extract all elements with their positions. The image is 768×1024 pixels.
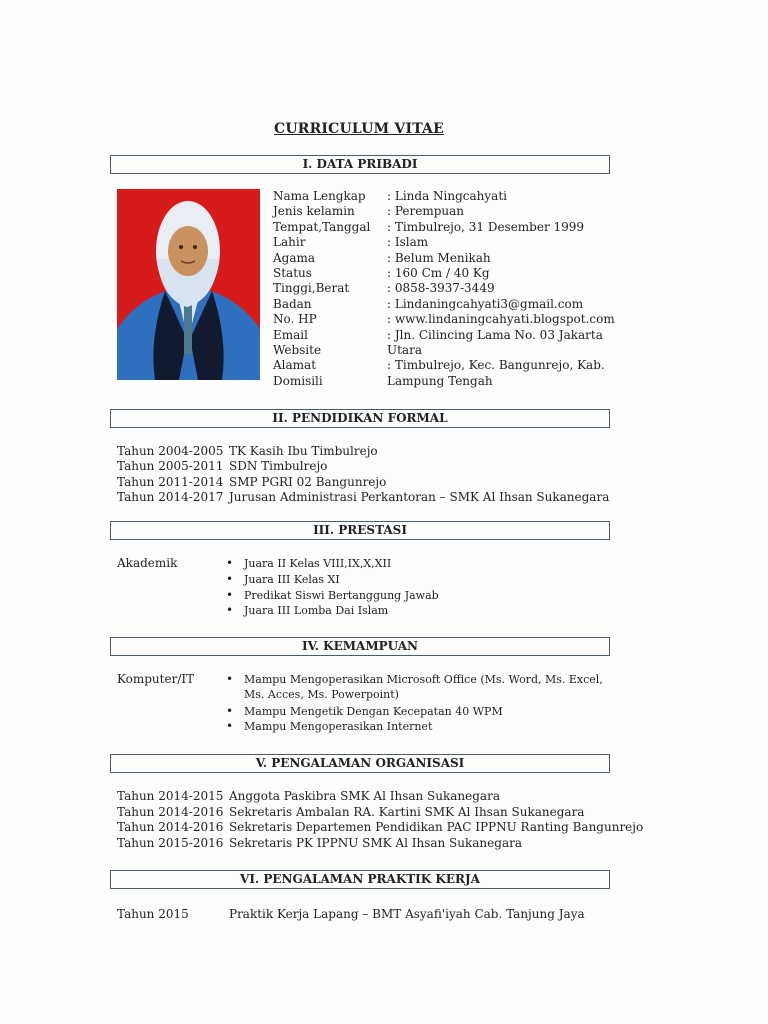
organisasi-desc: Sekretaris Ambalan RA. Kartini SMK Al Ihsan Sukanegara [229,804,585,819]
organisasi-year: Tahun 2014-2015 [117,789,224,803]
kemampuan-item-continuation: Ms. Acces, Ms. Powerpoint) [244,688,399,701]
personal-label: Tempat,Tanggal [273,219,371,234]
personal-label: Agama [273,250,316,265]
section-header-pendidikan: II. PENDIDIKAN FORMAL [110,409,610,428]
personal-value: : 160 Cm / 40 Kg [387,266,490,280]
personal-label: Badan [273,296,312,311]
section-header-prestasi: III. PRESTASI [110,521,610,540]
pendidikan-year: Tahun 2011-2014 [117,474,224,489]
organisasi-year: Tahun 2015-2016 [117,835,224,850]
personal-value: : 0858-3937-3449 [387,281,495,296]
prestasi-item: • Predikat Siswi Bertanggung Jawab [244,589,439,602]
personal-value: : www.lindaningcahyati.blogspot.com [387,312,615,327]
personal-value: : Islam [387,235,429,250]
personal-label: Lahir [273,235,306,250]
prestasi-item: • Juara II Kelas VIII,IX,X,XII [244,557,391,570]
personal-label: Website [273,343,322,357]
pendidikan-year: Tahun 2004-2005 [117,444,224,458]
pendidikan-desc: TK Kasih Ibu Timbulrejo [229,444,378,458]
pendidikan-year: Tahun 2014-2017 [117,489,224,504]
organisasi-desc: Sekretaris Departemen Pendidikan PAC IPPNU Ranting Bangunrejo [229,820,644,834]
personal-value: : Timbulrejo, Kec. Bangunrejo, Kab. [387,358,605,373]
personal-value: : Linda Ningcahyati [387,189,507,203]
prestasi-label: Akademik [117,556,178,570]
praktik-year: Tahun 2015 [117,907,189,921]
pendidikan-desc: SDN Timbulrejo [229,459,328,474]
pendidikan-desc: SMP PGRI 02 Bangunrejo [229,474,387,489]
organisasi-desc: Anggota Paskibra SMK Al Ihsan Sukanegara [229,789,500,803]
section-header-data-pribadi: I. DATA PRIBADI [110,155,610,174]
personal-value: : Perempuan [387,204,465,219]
personal-value: : Jln. Cilincing Lama No. 03 Jakarta [387,327,603,342]
section-header-kemampuan: IV. KEMAMPUAN [110,637,610,656]
personal-label: Status [273,266,312,280]
kemampuan-item: • Mampu Mengoperasikan Internet [244,720,432,733]
praktik-desc: Praktik Kerja Lapang – BMT Asyafi'iyah Cab. Tanjung Jaya [229,907,585,921]
prestasi-item: • Juara III Kelas XI [244,573,340,586]
pendidikan-desc: Jurusan Administrasi Perkantoran – SMK Al Ihsan Sukanegara [229,489,610,504]
personal-value: Lampung Tengah [387,373,493,388]
personal-label: Nama Lengkap [273,189,366,203]
personal-value: : Belum Menikah [387,250,491,265]
kemampuan-item: • Mampu Mengoperasikan Microsoft Office (Ms. Word, Ms. Excel, [244,673,603,686]
organisasi-year: Tahun 2014-2016 [117,820,224,834]
personal-label: Tinggi,Berat [273,281,350,296]
organisasi-year: Tahun 2014-2016 [117,804,224,819]
kemampuan-item: • Mampu Mengetik Dengan Kecepatan 40 WPM [244,705,503,718]
cv-title: CURRICULUM VITAE [274,121,444,137]
personal-label: No. HP [273,312,317,327]
organisasi-desc: Sekretaris PK IPPNU SMK Al Ihsan Sukanegara [229,835,522,850]
personal-label: Domisili [273,373,323,388]
section-header-organisasi: V. PENGALAMAN ORGANISASI [110,754,610,773]
pendidikan-year: Tahun 2005-2011 [117,459,224,474]
personal-label: Alamat [273,358,317,373]
personal-value: : Lindaningcahyati3@gmail.com [387,296,584,311]
personal-label: Jenis kelamin [273,204,355,219]
section-header-praktik: VI. PENGALAMAN PRAKTIK KERJA [110,870,610,889]
personal-value: Utara [387,343,422,357]
kemampuan-label: Komputer/IT [117,672,195,686]
prestasi-item: • Juara III Lomba Dai Islam [244,604,388,617]
personal-value: : Timbulrejo, 31 Desember 1999 [387,219,585,234]
profile-photo [117,189,260,380]
personal-label: Email [273,327,308,342]
